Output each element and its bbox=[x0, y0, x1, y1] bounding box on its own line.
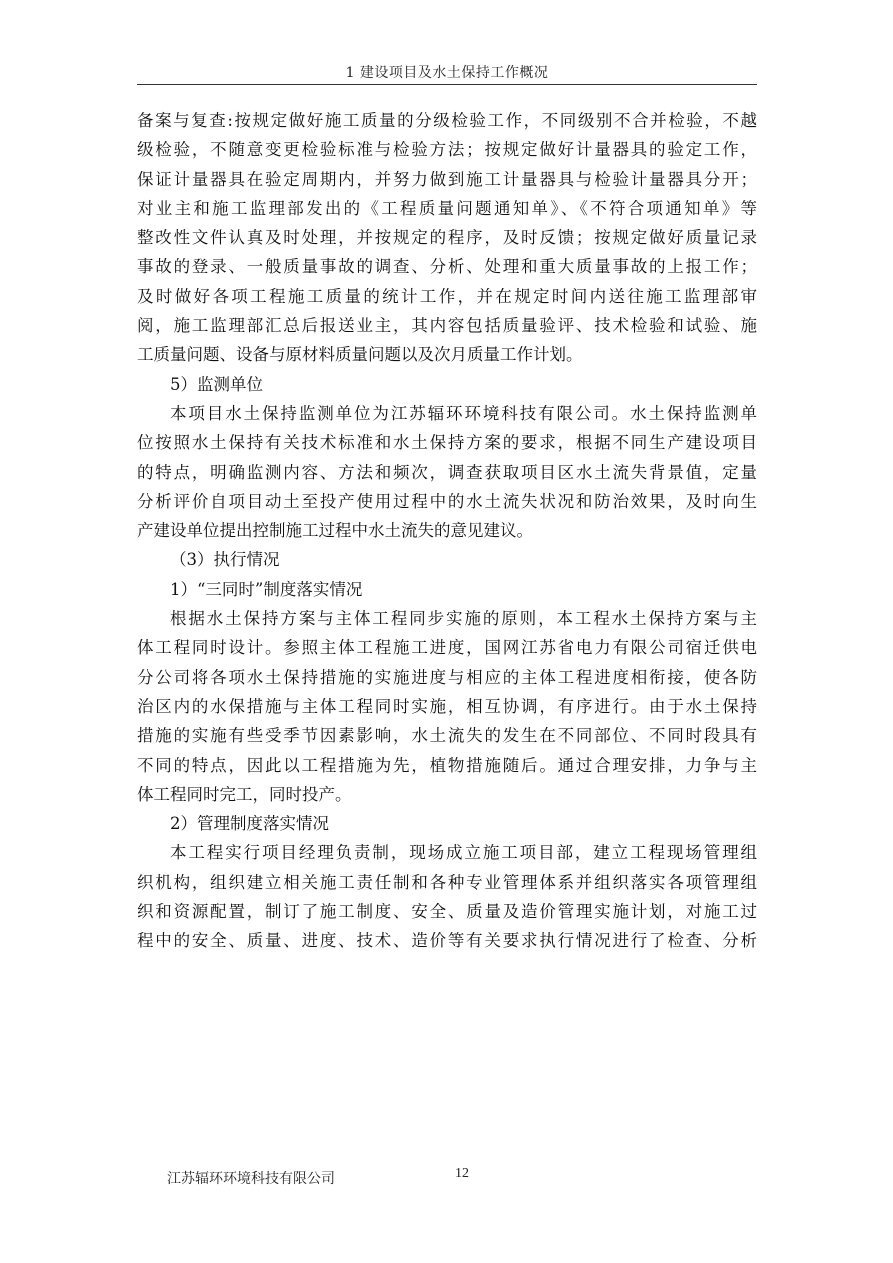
text-line: 织机构，组织建立相关施工责任制和各种专业管理体系并组织落实各项管理组 bbox=[137, 872, 757, 892]
text-line: 本工程实行项目经理负责制，现场成立施工项目部，建立工程现场管理组 bbox=[170, 843, 757, 863]
text-line: 不同的特点，因此以工程措施为先，植物措施随后。通过合理安排，力争与主 bbox=[137, 755, 757, 775]
text-line: 治区内的水保措施与主体工程同时实施，相互协调，有序进行。由于水土保持 bbox=[137, 696, 757, 716]
page-header-title: 1 建设项目及水土保持工作概况 bbox=[345, 65, 549, 81]
text-line: （3）执行情况 bbox=[170, 550, 280, 570]
text-line: 程中的安全、质量、进度、技术、造价等有关要求执行情况进行了检查、分析 bbox=[137, 931, 757, 951]
text-line: 1）“三同时”制度落实情况 bbox=[170, 579, 363, 599]
text-line: 分公司将各项水土保持措施的实施进度与相应的主体工程进度相衔接，使各防 bbox=[137, 667, 757, 687]
text-line: 备案与复查:按规定做好施工质量的分级检验工作，不同级别不合并检验，不越 bbox=[137, 111, 757, 130]
text-line: 阅，施工监理部汇总后报送业主，其内容包括质量验评、技术检验和试验、施 bbox=[137, 316, 757, 336]
text-line: 工质量问题、设备与原材料质量问题以及次月质量工作计划。 bbox=[137, 345, 583, 365]
text-line: 位按照水土保持有关技术标准和水土保持方案的要求，根据不同生产建设项目 bbox=[137, 433, 757, 453]
text-line: 事故的登录、一般质量事故的调查、分析、处理和重大质量事故的上报工作； bbox=[137, 257, 757, 277]
text-line: 的特点，明确监测内容、方法和频次，调查获取项目区水土流失背景值，定量 bbox=[137, 462, 757, 482]
text-line: 措施的实施有些受季节因素影响，水土流失的发生在不同部位、不同时段具有 bbox=[137, 726, 757, 746]
text-line: 根据水土保持方案与主体工程同步实施的原则，本工程水土保持方案与主 bbox=[170, 609, 757, 629]
text-line: 织和资源配置，制订了施工制度、安全、质量及造价管理实施计划，对施工过 bbox=[137, 902, 757, 922]
text-line: 分析评价自项目动土至投产使用过程中的水土流失状况和防治效果，及时向生 bbox=[137, 491, 757, 511]
text-line: 产建设单位提出控制施工过程中水土流失的意见建议。 bbox=[137, 521, 533, 541]
header-divider bbox=[137, 84, 757, 85]
document-body bbox=[137, 106, 757, 956]
text-line: 体工程同时设计。参照主体工程施工进度，国网江苏省电力有限公司宿迁供电 bbox=[137, 638, 757, 658]
text-line: 2）管理制度落实情况 bbox=[170, 814, 329, 834]
text-line: 5）监测单位 bbox=[170, 374, 263, 394]
footer-company-name: 江苏辐环环境科技有限公司 bbox=[167, 1171, 335, 1187]
text-line: 整改性文件认真及时处理，并按规定的程序，及时反馈；按规定做好质量记录 bbox=[137, 228, 757, 248]
page-number: 12 bbox=[455, 1166, 469, 1181]
text-line: 体工程同时完工，同时投产。 bbox=[137, 784, 352, 804]
text-line: 级检验，不随意变更检验标准与检验方法；按规定做好计量器具的验定工作， bbox=[137, 140, 757, 160]
text-line: 本项目水土保持监测单位为江苏辐环环境科技有限公司。水土保持监测单 bbox=[170, 403, 757, 423]
text-line: 保证计量器具在验定周期内，并努力做到施工计量器具与检验计量器具分开； bbox=[137, 169, 757, 189]
text-line: 及时做好各项工程施工质量的统计工作，并在规定时间内送往施工监理部审 bbox=[137, 286, 757, 306]
text-line: 对业主和施工监理部发出的《工程质量问题通知单》、《不符合项通知单》等 bbox=[137, 198, 757, 218]
